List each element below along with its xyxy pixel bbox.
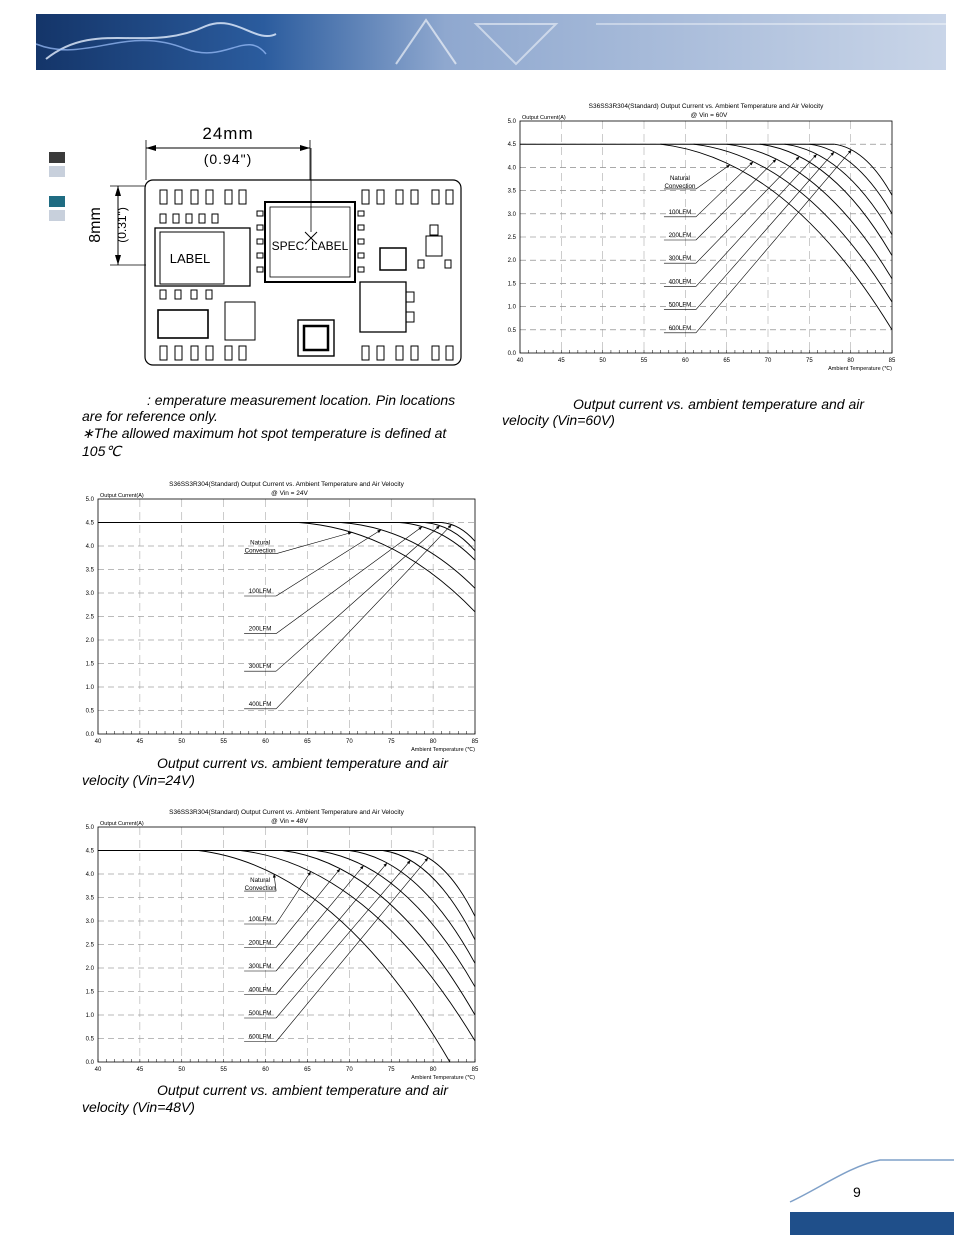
x-axis-label: Ambient Temperature (℃) — [828, 366, 892, 372]
height-dimension-inch: (0.31") — [115, 207, 129, 243]
series-label: 100LFM — [248, 916, 272, 923]
series-label: 300LFM — [668, 255, 692, 263]
x-tick-label: 80 — [429, 1067, 437, 1073]
series-curve — [441, 523, 475, 542]
chart-title: S36SS3R304(Standard) Output Current vs. Ambient Temperature and Air Velocity — [169, 481, 404, 488]
y-tick-label: 2.5 — [85, 942, 94, 949]
x-tick-label: 85 — [888, 358, 896, 364]
y-tick-label: 0.0 — [85, 732, 94, 738]
caption-vin48-line1: Output current vs. ambient temperature and air — [157, 1082, 449, 1098]
y-tick-label: 0.0 — [507, 351, 516, 357]
legend-square-teal — [49, 196, 65, 207]
series-label: Natural — [250, 539, 271, 547]
note-line-2: are for reference only. — [82, 408, 218, 424]
note-line-3: ∗The allowed maximum hot spot temperature is defined at — [82, 425, 447, 441]
series-curve — [383, 851, 475, 940]
series-leader — [276, 866, 363, 971]
legend-square-dark — [49, 152, 65, 163]
chart-title: S36SS3R304(Standard) Output Current vs. Ambient Temperature and Air Velocity — [169, 809, 404, 816]
series-label: 100LFM — [668, 208, 692, 216]
series-curve — [834, 144, 892, 195]
height-dimension: 8mm — [87, 207, 104, 243]
series-leader — [276, 858, 428, 1042]
y-tick-label: 2.0 — [85, 638, 94, 644]
x-tick-label: 55 — [220, 739, 228, 745]
x-tick-label: 60 — [262, 1067, 269, 1073]
y-tick-label: 1.5 — [85, 661, 94, 668]
x-tick-label: 75 — [805, 358, 813, 364]
series-leader — [276, 860, 410, 1018]
series-label: 200LFM — [668, 232, 692, 239]
page-number: 9 — [853, 1184, 861, 1200]
x-axis-label: Ambient Temperature (℃) — [411, 1075, 475, 1081]
x-tick-label: 70 — [345, 1067, 353, 1073]
x-tick-label: 75 — [387, 1067, 395, 1073]
x-tick-label: 60 — [262, 739, 269, 745]
y-tick-label: 3.0 — [507, 211, 516, 218]
header-banner — [36, 14, 946, 70]
series-label: Convection — [244, 547, 276, 555]
series-label: 200LFM — [248, 939, 272, 947]
spec-label-text: SPEC. LABEL — [271, 239, 349, 253]
x-tick-label: 80 — [847, 358, 855, 364]
series-label: Natural — [250, 877, 271, 885]
y-axis-label: Output Current(A) — [522, 115, 566, 121]
series-curve — [316, 851, 475, 987]
x-tick-label: 75 — [387, 739, 395, 745]
series-label: 400LFM — [668, 278, 692, 286]
series-leader — [696, 159, 776, 240]
y-tick-label: 2.5 — [85, 614, 94, 621]
series-leader — [696, 162, 753, 217]
series-label: Natural — [669, 174, 690, 182]
y-tick-label: 5.0 — [507, 119, 516, 125]
y-tick-label: 3.0 — [85, 919, 94, 925]
series-curve — [341, 523, 475, 589]
series-label: 500LFM — [668, 301, 692, 309]
footer-decoration — [790, 1158, 954, 1235]
y-axis-label: Output Current(A) — [100, 821, 144, 827]
x-axis-label: Ambient Temperature (℃) — [411, 747, 475, 753]
x-tick-label: 70 — [764, 358, 772, 364]
module-diagram — [87, 120, 470, 380]
series-leader — [696, 165, 730, 189]
x-tick-label: 45 — [136, 739, 144, 745]
y-tick-label: 4.5 — [507, 142, 516, 149]
y-tick-label: 3.5 — [85, 895, 94, 902]
x-tick-label: 40 — [94, 739, 102, 745]
y-tick-label: 1.0 — [85, 685, 94, 691]
caption-vin24-line1: Output current vs. ambient temperature and air — [157, 755, 449, 771]
chart-subtitle: @ Vin = 60V — [690, 112, 728, 119]
y-tick-label: 0.5 — [85, 708, 94, 715]
y-axis-label: Output Current(A) — [100, 493, 144, 499]
y-tick-label: 4.0 — [85, 544, 94, 550]
legend-square-gray — [49, 166, 65, 177]
legend-square-light — [49, 210, 65, 221]
y-tick-label: 2.5 — [507, 235, 516, 241]
x-tick-label: 45 — [557, 358, 565, 364]
x-tick-label: 40 — [516, 358, 524, 364]
x-tick-label: 85 — [471, 1067, 479, 1073]
series-leader — [696, 152, 834, 310]
x-tick-label: 55 — [640, 358, 648, 364]
series-leader — [696, 154, 817, 286]
series-curve — [299, 523, 475, 612]
x-tick-label: 45 — [136, 1067, 144, 1073]
y-tick-label: 1.5 — [507, 281, 516, 288]
x-tick-label: 80 — [429, 739, 437, 745]
chart-vin48 — [78, 804, 483, 1082]
series-label: Convection — [664, 182, 696, 190]
x-tick-label: 65 — [304, 1067, 311, 1073]
x-tick-label: 70 — [345, 739, 353, 745]
width-dimension: 24mm — [202, 124, 254, 143]
y-tick-label: 1.0 — [507, 304, 516, 311]
series-curve — [408, 851, 475, 917]
chart-vin60 — [500, 98, 900, 373]
x-tick-label: 60 — [681, 358, 689, 364]
series-label: 600LFM — [248, 1033, 272, 1041]
y-tick-label: 5.0 — [85, 497, 94, 503]
chart-vin24 — [78, 476, 483, 754]
series-arrowhead — [348, 532, 352, 535]
caption-vin60-line2: velocity (Vin=60V) — [502, 412, 615, 428]
y-tick-label: 3.5 — [507, 188, 516, 195]
series-label: Convection — [244, 885, 276, 893]
y-tick-label: 2.0 — [507, 258, 516, 265]
y-tick-label: 5.0 — [85, 825, 94, 831]
series-leader — [276, 530, 381, 596]
series-label: 300LFM — [248, 963, 272, 970]
series-arrowhead — [308, 872, 311, 876]
y-tick-label: 4.0 — [507, 165, 516, 172]
x-tick-label: 40 — [94, 1067, 102, 1073]
y-tick-label: 4.5 — [85, 848, 94, 855]
width-dimension-inch: (0.94") — [203, 151, 253, 167]
x-tick-label: 55 — [220, 1067, 228, 1073]
note-line-1: : emperature measurement location. Pin locations — [147, 392, 456, 408]
label-text: LABEL — [169, 251, 211, 266]
x-tick-label: 65 — [304, 739, 311, 745]
y-tick-label: 4.0 — [85, 872, 94, 878]
x-tick-label: 50 — [178, 1067, 186, 1073]
y-tick-label: 2.0 — [85, 966, 94, 972]
caption-vin60-line1: Output current vs. ambient temperature and air — [573, 396, 865, 412]
series-label: 600LFM — [668, 324, 692, 332]
y-tick-label: 3.5 — [85, 567, 94, 574]
series-leader — [696, 150, 852, 333]
series-label: 400LFM — [248, 700, 272, 708]
series-arrowhead — [418, 527, 422, 530]
series-arrowhead — [377, 530, 381, 533]
x-tick-label: 50 — [599, 358, 607, 364]
y-tick-label: 0.5 — [507, 327, 516, 334]
series-label: 500LFM — [248, 1010, 272, 1017]
series-leader — [276, 526, 440, 672]
series-curve — [282, 851, 475, 1016]
x-tick-label: 85 — [471, 739, 479, 745]
series-leader — [276, 532, 352, 553]
series-label: 200LFM — [248, 625, 272, 633]
y-tick-label: 4.5 — [85, 520, 94, 527]
chart-subtitle: @ Vin = 24V — [271, 490, 308, 497]
series-label: 300LFM — [248, 663, 272, 671]
y-tick-label: 0.0 — [85, 1060, 94, 1066]
series-label: 400LFM — [248, 986, 272, 994]
chart-title: S36SS3R304(Standard) Output Current vs. Ambient Temperature and Air Velocity — [588, 103, 824, 110]
note-line-4: 105℃ — [82, 443, 122, 459]
series-leader — [696, 157, 799, 264]
y-tick-label: 0.5 — [85, 1036, 94, 1043]
x-tick-label: 65 — [723, 358, 731, 364]
caption-vin24-line2: velocity (Vin=24V) — [82, 772, 195, 788]
y-tick-label: 1.0 — [85, 1013, 94, 1019]
chart-subtitle: @ Vin = 48V — [271, 818, 308, 825]
series-label: 100LFM — [248, 588, 272, 595]
y-tick-label: 1.5 — [85, 989, 94, 996]
caption-vin48-line2: velocity (Vin=48V) — [82, 1099, 195, 1115]
y-tick-label: 3.0 — [85, 591, 94, 597]
x-tick-label: 50 — [178, 739, 186, 745]
series-curve — [199, 851, 450, 1063]
